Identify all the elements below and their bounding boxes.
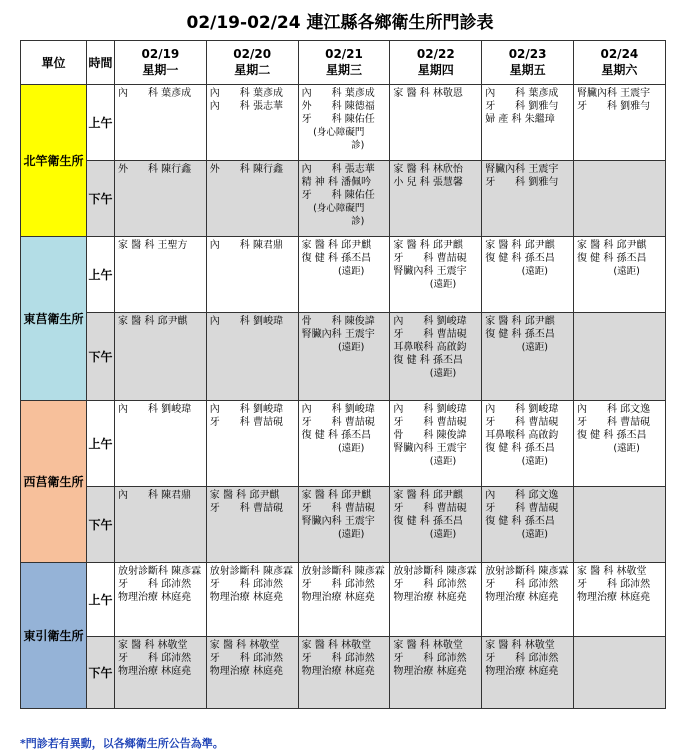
clinic-entry: 牙 科 邱沛然 xyxy=(485,579,559,590)
clinic-entry: 內 科 陳君鼎 xyxy=(209,240,283,251)
clinic-entry: 牙 科 劉雅勻 xyxy=(485,177,559,188)
clinic-entry: 牙 科 曹喆硯 xyxy=(393,329,467,340)
schedule-cell xyxy=(115,313,207,401)
time-slot: 下午 xyxy=(87,637,115,709)
cell-note: (遠距) xyxy=(337,342,365,353)
schedule-cell xyxy=(390,313,482,401)
header-time: 時間 xyxy=(87,41,115,85)
cell-note: (遠距) xyxy=(613,266,640,277)
schedule-cell xyxy=(573,237,665,313)
clinic-entry: 精 神 科 潘佩吟 xyxy=(301,177,372,188)
clinic-entry: 耳鼻喉科 高啟鈞 xyxy=(393,342,467,353)
clinic-entry: 物理治療 林庭堯 xyxy=(485,592,559,603)
clinic-entry: 復 健 科 孫丕昌 xyxy=(485,516,555,527)
clinic-entry: 內 科 葉彥成 xyxy=(209,88,283,99)
schedule-row xyxy=(21,313,666,401)
time-slot: 下午 xyxy=(87,487,115,563)
clinic-entry: 牙 科 曹喆硯 xyxy=(485,417,559,428)
time-slot: 上午 xyxy=(87,401,115,487)
clinic-entry: 牙 科 曹喆硯 xyxy=(393,503,467,514)
header-unit: 單位 xyxy=(21,41,87,85)
schedule-cell xyxy=(482,563,574,637)
clinic-entry: 家 醫 科 林敬堂 xyxy=(118,640,188,651)
clinic-entry: 家 醫 科 林敬堂 xyxy=(209,640,280,651)
clinic-entry: 家 醫 科 林敬堂 xyxy=(485,640,555,651)
clinic-entry: 腎臟內科 王震宇 xyxy=(485,164,559,175)
clinic-entry: 牙 科 曹喆硯 xyxy=(393,417,467,428)
cell-note: (遠距) xyxy=(337,443,365,454)
header-day-3: 02/21 星期三 xyxy=(298,41,390,85)
header-day-1: 02/19 星期一 xyxy=(115,41,207,85)
schedule-cell xyxy=(573,161,665,237)
header-day-5: 02/23 星期五 xyxy=(482,41,574,85)
clinic-entry: 內 科 葉彥成 xyxy=(301,88,375,99)
clinic-entry: 家 醫 科 林敬恩 xyxy=(393,88,463,99)
clinic-entry: 內 科 陳君鼎 xyxy=(118,490,192,501)
header-day-2: 02/20 星期二 xyxy=(206,41,298,85)
schedule-cell xyxy=(115,487,207,563)
clinic-entry: 內 科 葉彥成 xyxy=(118,88,192,99)
schedule-cell xyxy=(115,161,207,237)
clinic-entry: 復 健 科 孫丕昌 xyxy=(576,430,647,441)
time-slot: 上午 xyxy=(87,85,115,161)
schedule-cell xyxy=(573,487,665,563)
clinic-entry: 牙 科 邱沛然 xyxy=(209,653,283,664)
time-slot: 下午 xyxy=(87,161,115,237)
clinic-entry: 腎臟內科 王震宇 xyxy=(393,266,467,277)
clinic-entry: 放射診斷科 陳彥霖 xyxy=(118,566,202,577)
clinic-entry: 家 醫 科 邱尹麒 xyxy=(118,316,188,327)
time-slot: 上午 xyxy=(87,563,115,637)
clinic-entry: 外 科 陳行鑫 xyxy=(118,164,192,175)
clinic-entry: 牙 科 邱沛然 xyxy=(393,579,467,590)
clinic-entry: 家 醫 科 王聖方 xyxy=(118,240,188,251)
cell-note: (遠距) xyxy=(337,529,365,540)
clinic-entry: 牙 科 邱沛然 xyxy=(301,653,375,664)
header-row xyxy=(21,41,666,85)
schedule-cell xyxy=(573,563,665,637)
schedule-cell xyxy=(573,637,665,709)
clinic-entry: 物理治療 林庭堯 xyxy=(485,666,559,677)
time-slot: 上午 xyxy=(87,237,115,313)
clinic-entry: 復 健 科 孫丕昌 xyxy=(393,355,463,366)
clinic-entry: 牙 科 曹喆硯 xyxy=(209,503,283,514)
clinic-entry: 牙 科 曹喆硯 xyxy=(209,417,283,428)
clinic-entry: 復 健 科 孫丕昌 xyxy=(301,253,372,264)
clinic-entry: 牙 科 邱沛然 xyxy=(576,579,651,590)
clinic-entry: 放射診斷科 陳彥霖 xyxy=(485,566,569,577)
clinic-entry: 復 健 科 孫丕昌 xyxy=(485,443,555,454)
unit-name: 東引衛生所 xyxy=(21,563,87,709)
unit-name: 東莒衛生所 xyxy=(21,237,87,401)
clinic-entry: 牙 科 陳佑任 xyxy=(301,190,375,201)
schedule-cell xyxy=(206,637,298,709)
schedule-cell xyxy=(206,487,298,563)
schedule-cell xyxy=(390,85,482,161)
clinic-entry: 放射診斷科 陳彥霖 xyxy=(209,566,293,577)
schedule-cell xyxy=(298,85,390,161)
schedule-cell xyxy=(115,637,207,709)
schedule-cell xyxy=(115,401,207,487)
cell-note: (遠距) xyxy=(521,456,548,467)
clinic-entry: 內 科 劉峻瑋 xyxy=(393,316,467,327)
schedule-cell xyxy=(206,401,298,487)
clinic-entry: 內 科 劉峻瑋 xyxy=(485,404,559,415)
schedule-cell xyxy=(206,563,298,637)
clinic-entry: 腎臟內科 王震宇 xyxy=(576,88,651,99)
clinic-entry: 內 科 劉峻瑋 xyxy=(209,316,283,327)
clinic-entry: 放射診斷科 陳彥霖 xyxy=(301,566,385,577)
schedule-cell xyxy=(390,563,482,637)
schedule-cell xyxy=(390,237,482,313)
clinic-entry: 家 醫 科 邱尹麒 xyxy=(301,240,372,251)
clinic-entry: 內 科 劉峻瑋 xyxy=(393,404,467,415)
schedule-cell xyxy=(298,637,390,709)
clinic-entry: 家 醫 科 邱尹麒 xyxy=(301,490,372,501)
clinic-entry: 外 科 陳德福 xyxy=(301,101,375,112)
clinic-entry: 家 醫 科 林敬堂 xyxy=(393,640,463,651)
schedule-cell xyxy=(115,563,207,637)
schedule-cell xyxy=(298,161,390,237)
clinic-entry: 復 健 科 孫丕昌 xyxy=(485,329,555,340)
clinic-entry: 復 健 科 孫丕昌 xyxy=(301,430,372,441)
schedule-row xyxy=(21,161,666,237)
clinic-entry: 家 醫 科 林敬堂 xyxy=(301,640,372,651)
clinic-entry: 內 科 邱文逸 xyxy=(576,404,651,415)
clinic-entry: 牙 科 邱沛然 xyxy=(118,653,192,664)
clinic-entry: 家 醫 科 邱尹麒 xyxy=(576,240,647,251)
clinic-entry: 家 醫 科 邱尹麒 xyxy=(209,490,280,501)
clinic-entry: 牙 科 曹喆硯 xyxy=(393,253,467,264)
schedule-cell xyxy=(482,237,574,313)
clinic-entry: 耳鼻喉科 高啟鈞 xyxy=(485,430,559,441)
clinic-entry: 復 健 科 孫丕昌 xyxy=(485,253,555,264)
schedule-cell xyxy=(390,487,482,563)
clinic-entry: 物理治療 林庭堯 xyxy=(209,666,283,677)
clinic-entry: 牙 科 劉雅勻 xyxy=(485,101,559,112)
schedule-cell xyxy=(482,85,574,161)
schedule-cell xyxy=(573,313,665,401)
clinic-entry: 牙 科 邱沛然 xyxy=(209,579,283,590)
clinic-entry: 內 科 張志華 xyxy=(209,101,283,112)
clinic-entry: 牙 科 曹喆硯 xyxy=(485,503,559,514)
clinic-entry: 家 醫 科 邱尹麒 xyxy=(393,240,463,251)
clinic-entry: 外 科 陳行鑫 xyxy=(209,164,283,175)
clinic-entry: 小 兒 科 張慧馨 xyxy=(393,177,463,188)
schedule-cell xyxy=(298,237,390,313)
schedule-cell xyxy=(482,487,574,563)
clinic-entry: 家 醫 科 林敬堂 xyxy=(576,566,647,577)
clinic-entry: 家 醫 科 邱尹麒 xyxy=(485,240,555,251)
cell-note: (遠距) xyxy=(429,368,457,379)
clinic-entry: 物理治療 林庭堯 xyxy=(301,666,375,677)
clinic-entry: 腎臟內科 王震宇 xyxy=(301,516,375,527)
clinic-entry: 婦 產 科 朱繼璋 xyxy=(485,114,555,125)
schedule-cell xyxy=(390,637,482,709)
clinic-entry: 物理治療 林庭堯 xyxy=(393,666,467,677)
clinic-entry: 內 科 葉彥成 xyxy=(485,88,559,99)
clinic-entry: 物理治療 林庭堯 xyxy=(576,592,651,603)
clinic-entry: 牙 科 曹喆硯 xyxy=(301,417,375,428)
clinic-entry: 物理治療 林庭堯 xyxy=(118,666,192,677)
time-slot: 下午 xyxy=(87,313,115,401)
schedule-row xyxy=(21,237,666,313)
clinic-entry: 物理治療 林庭堯 xyxy=(118,592,192,603)
schedule-cell xyxy=(206,237,298,313)
cell-note: (遠距) xyxy=(613,443,640,454)
schedule-row xyxy=(21,487,666,563)
clinic-entry: 復 健 科 孫丕昌 xyxy=(576,253,647,264)
clinic-entry: 腎臟內科 王震宇 xyxy=(393,443,467,454)
cell-note: (遠距) xyxy=(521,529,548,540)
schedule-row xyxy=(21,401,666,487)
unit-name: 北竿衛生所 xyxy=(21,85,87,237)
schedule-cell xyxy=(206,85,298,161)
schedule-cell xyxy=(573,85,665,161)
schedule-cell xyxy=(482,401,574,487)
clinic-entry: 物理治療 林庭堯 xyxy=(301,592,375,603)
schedule-cell xyxy=(206,161,298,237)
clinic-entry: 內 科 邱文逸 xyxy=(485,490,559,501)
cell-note: (遠距) xyxy=(521,342,548,353)
clinic-entry: 牙 科 邱沛然 xyxy=(485,653,559,664)
clinic-entry: 復 健 科 孫丕昌 xyxy=(393,516,463,527)
clinic-entry: 內 科 劉峻瑋 xyxy=(209,404,283,415)
schedule-cell xyxy=(298,401,390,487)
clinic-entry: 物理治療 林庭堯 xyxy=(393,592,467,603)
schedule-cell xyxy=(390,161,482,237)
cell-note: (身心障礙門診) xyxy=(313,203,365,227)
schedule-cell xyxy=(482,161,574,237)
schedule-row xyxy=(21,637,666,709)
clinic-entry: 牙 科 邱沛然 xyxy=(393,653,467,664)
clinic-entry: 內 科 張志華 xyxy=(301,164,375,175)
schedule-cell xyxy=(482,313,574,401)
schedule-cell xyxy=(573,401,665,487)
schedule-cell xyxy=(390,401,482,487)
schedule-row xyxy=(21,85,666,161)
clinic-entry: 物理治療 林庭堯 xyxy=(209,592,283,603)
footnote: *門診若有異動，以各鄉衛生所公告為準。 xyxy=(20,737,224,750)
cell-note: (遠距) xyxy=(521,266,548,277)
clinic-entry: 骨 科 陳俊諱 xyxy=(301,316,375,327)
clinic-entry: 牙 科 曹喆硯 xyxy=(576,417,651,428)
clinic-entry: 家 醫 科 邱尹麒 xyxy=(485,316,555,327)
schedule-cell xyxy=(298,487,390,563)
clinic-entry: 骨 科 陳俊諱 xyxy=(393,430,467,441)
clinic-entry: 牙 科 劉雅勻 xyxy=(576,101,651,112)
schedule-cell xyxy=(298,563,390,637)
schedule-cell xyxy=(115,85,207,161)
header-day-6: 02/24 星期六 xyxy=(573,41,665,85)
cell-note: (遠距) xyxy=(429,456,457,467)
schedule-cell xyxy=(482,637,574,709)
cell-note: (遠距) xyxy=(429,529,457,540)
clinic-entry: 牙 科 邱沛然 xyxy=(118,579,192,590)
page-title: 02/19-02/24 連江縣各鄉衛生所門診表 xyxy=(186,13,494,33)
clinic-schedule-table xyxy=(20,40,666,709)
cell-note: (遠距) xyxy=(337,266,365,277)
header-day-4: 02/22 星期四 xyxy=(390,41,482,85)
schedule-cell xyxy=(115,237,207,313)
schedule-row xyxy=(21,563,666,637)
clinic-entry: 牙 科 邱沛然 xyxy=(301,579,375,590)
clinic-entry: 內 科 劉峻瑋 xyxy=(118,404,192,415)
clinic-entry: 家 醫 科 邱尹麒 xyxy=(393,490,463,501)
clinic-entry: 放射診斷科 陳彥霖 xyxy=(393,566,477,577)
clinic-entry: 家 醫 科 林欣怡 xyxy=(393,164,463,175)
cell-note: (身心障礙門診) xyxy=(313,127,365,151)
clinic-entry: 腎臟內科 王震宇 xyxy=(301,329,375,340)
unit-name: 西莒衛生所 xyxy=(21,401,87,563)
clinic-entry: 內 科 劉峻瑋 xyxy=(301,404,375,415)
schedule-cell xyxy=(298,313,390,401)
cell-note: (遠距) xyxy=(429,279,457,290)
schedule-cell xyxy=(206,313,298,401)
clinic-entry: 牙 科 陳佑任 xyxy=(301,114,375,125)
clinic-entry: 牙 科 曹喆硯 xyxy=(301,503,375,514)
